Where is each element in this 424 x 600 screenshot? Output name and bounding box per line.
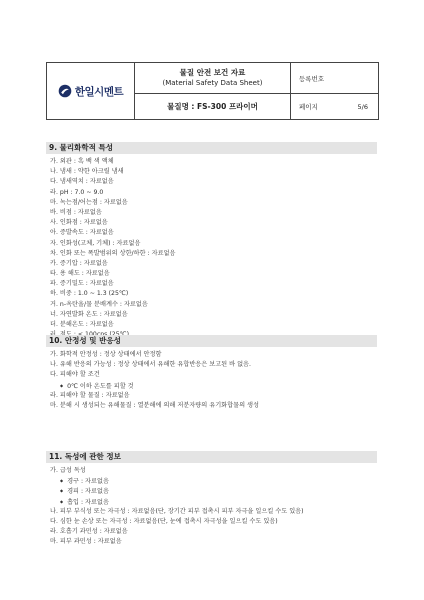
list-item: 나. 유해 반응의 가능성 : 정상 상태에서 유해한 유합반응은 보고된 바 없음. <box>50 361 251 369</box>
list-item: 마. 분해 시 생성되는 유해물질 : 열분해에 의해 저분자량의 유기화합물의 생성 <box>50 401 260 409</box>
list-item: 가. 화학적 안정성 : 정상 상태에서 안정함 <box>50 351 162 358</box>
list-item: 하. 비중 : 1.0 ~ 1.3 (25℃) <box>50 290 129 298</box>
doc-title-en: (Material Safety Data Sheet) <box>162 79 263 87</box>
section-10-list <box>50 350 376 411</box>
doc-title-cell <box>135 63 291 94</box>
company-logo-icon <box>58 84 72 98</box>
list-item: 너. 자연발화 온도 : 자료없음 <box>50 310 128 318</box>
section-11-title: 11. 독성에 관한 정보 <box>46 451 377 463</box>
list-item: 다. 피해야 할 조건 <box>50 371 100 379</box>
doc-title: 물질 안전 보건 자료 <box>179 68 246 77</box>
list-item: 다. 냄새역치 : 자료없음 <box>50 178 114 186</box>
list-item: 바. 비점 : 자료없음 <box>50 208 102 216</box>
list-item: 거. n-옥탄올/물 분배계수 : 자료없음 <box>50 300 148 308</box>
list-item: 더. 분해온도 : 자료없음 <box>50 321 114 328</box>
list-item: 라. 호흡기 과민성 : 자료없음 <box>50 528 128 536</box>
page-label: 페이지 <box>299 103 318 111</box>
section-11-list <box>50 466 376 548</box>
section-9-title: 9. 물리화학적 특성 <box>46 142 377 154</box>
list-item: 파. 증기밀도 : 자료없음 <box>50 280 114 288</box>
list-item: 나. 냄새 : 약한 아크릴 냄새 <box>50 168 124 176</box>
page-info <box>291 94 378 119</box>
document-header <box>46 62 379 120</box>
section-10-title: 10. 안정성 및 반응성 <box>46 335 377 347</box>
list-item: 라. pH : 7.0 ~ 9.0 <box>50 188 104 196</box>
list-item: 차. 인화 또는 폭발범위의 상한/하한 : 자료없음 <box>50 249 176 257</box>
list-item: 라. 피해야 할 물질 : 자료없음 <box>50 391 130 399</box>
list-item: 사. 인화점 : 자료없음 <box>50 219 108 227</box>
company-name: 한일시멘트 <box>74 85 124 98</box>
list-item: 마. 녹는점/어는점 : 자료없음 <box>50 198 128 206</box>
sub-list-item: ◆ 경구 : 자료없음 <box>50 476 376 486</box>
company-logo <box>47 63 135 119</box>
list-item: 자. 인화성(고체, 기체) : 자료없음 <box>50 239 141 247</box>
list-item: 다. 심한 눈 손상 또는 자극성 : 자료없음(단, 눈에 접촉시 자극성을 일으킬 수도 있음) <box>50 517 278 525</box>
sub-list-item: ◆ 흡입 : 자료없음 <box>50 497 376 507</box>
registration-label: 등록번호 <box>291 63 378 94</box>
list-item: 가. 외관 : 흑 백 색 액체 <box>50 158 114 165</box>
list-item: 나. 피부 부식성 또는 자극성 : 자료없음(단, 장기간 피부 접촉시 피부 자극을 일으킬 수도 있음) <box>50 507 304 515</box>
list-item: 타. 용 해도 : 자료없음 <box>50 270 110 278</box>
section-9-list <box>50 157 376 340</box>
page-number: 5/6 <box>357 102 368 111</box>
list-item: 가. 급성 독성 <box>50 467 86 474</box>
sub-list-item: ◆ 경피 : 자료없음 <box>50 486 376 496</box>
list-item: 마. 피부 과민성 : 자료없음 <box>50 538 122 546</box>
product-name: 물질명 : FS-300 프라이머 <box>135 94 291 119</box>
list-item: 카. 증기압 : 자료없음 <box>50 259 108 267</box>
list-item: 아. 증발속도 : 자료없음 <box>50 229 114 237</box>
sub-list-item: ◆ 0℃ 이하 온도를 피할 것 <box>50 381 376 391</box>
